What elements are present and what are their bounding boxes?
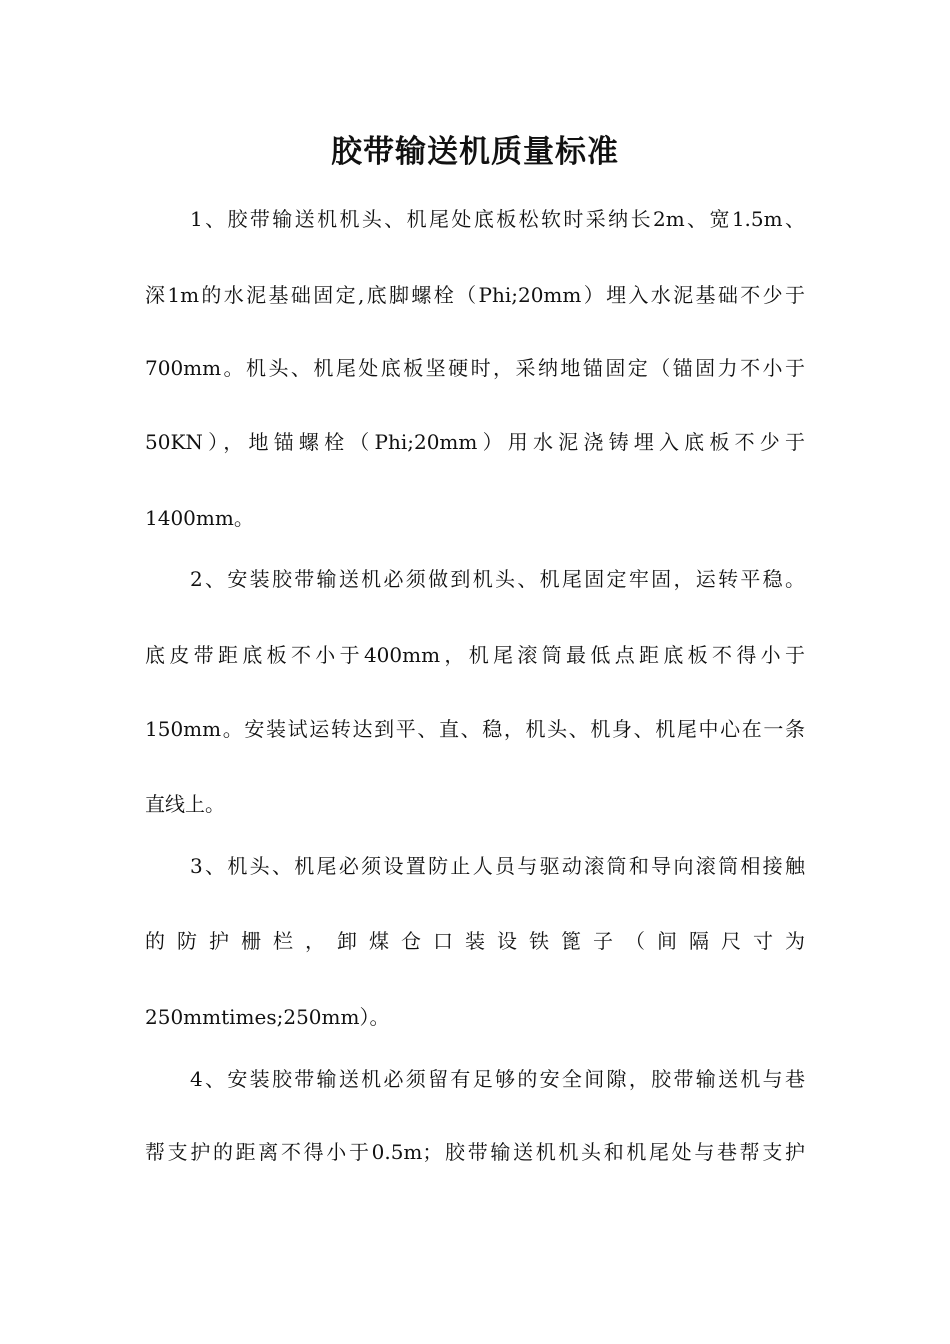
text-line: 1400mm。 <box>145 506 254 530</box>
text-line: 250mmtimes;250mm）。 <box>145 1005 390 1029</box>
text-line: 的防护栅栏，卸煤仓口装设铁篦子（间隔尺寸为 <box>145 929 805 953</box>
text-line: 2、安装胶带输送机必须做到机头、机尾固定牢固，运转平稳。 <box>190 567 805 591</box>
text-line: 直线上。 <box>145 792 225 816</box>
text-line: 150mm。安装试运转达到平、直、稳，机头、机身、机尾中心在一条 <box>145 717 805 741</box>
text-line: 深1m的水泥基础固定,底脚螺栓（Phi;20mm）埋入水泥基础不少于 <box>145 283 805 307</box>
text-line: 50KN），地锚螺栓（Phi;20mm）用水泥浇铸埋入底板不少于 <box>145 430 805 454</box>
text-line: 底皮带距底板不小于400mm，机尾滚筒最低点距底板不得小于 <box>145 643 805 667</box>
text-line: 3、机头、机尾必须设置防止人员与驱动滚筒和导向滚筒相接触 <box>190 854 805 878</box>
document-title: 胶带输送机质量标准 <box>331 134 619 170</box>
text-line: 4、安装胶带输送机必须留有足够的安全间隙，胶带输送机与巷 <box>190 1067 805 1091</box>
text-line: 帮支护的距离不得小于0.5m；胶带输送机机头和机尾处与巷帮支护 <box>145 1140 805 1164</box>
text-line: 1、胶带输送机机头、机尾处底板松软时采纳长2m、宽1.5m、 <box>190 207 805 231</box>
text-line: 700mm。机头、机尾处底板坚硬时，采纳地锚固定（锚固力不小于 <box>145 356 805 380</box>
